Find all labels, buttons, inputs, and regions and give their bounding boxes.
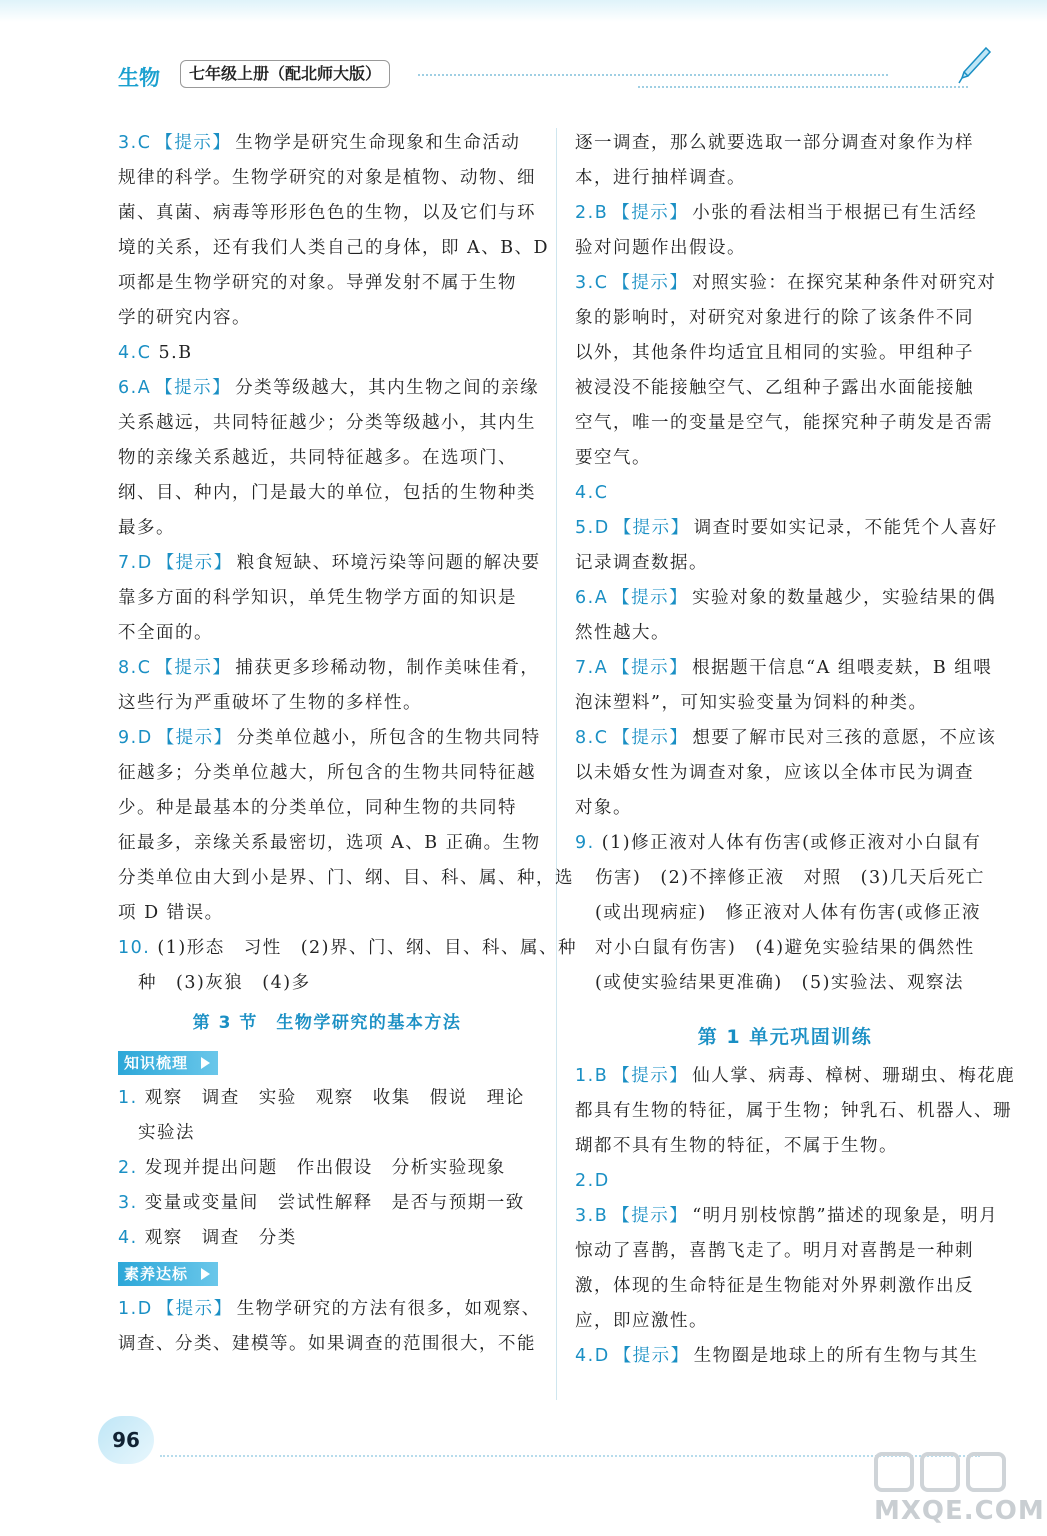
text-line: 纲、目、种内，门是最大的单位，包括的生物种类: [118, 483, 536, 503]
answer-text: 根据题干信息“A 组喂麦麸，B 组喂: [692, 658, 993, 678]
left-column: [118, 126, 577, 1362]
page-number: 96: [98, 1416, 154, 1464]
answer-item: [118, 721, 541, 756]
answer-text: 想要了解市民对三孩的意愿，不应该: [692, 728, 997, 748]
text-line: 实验法: [138, 1123, 195, 1143]
answer-text: 逐一调查，那么就要选取一部分调查对象作为样: [575, 133, 974, 153]
footer-divider: [160, 1455, 980, 1457]
answer-text: 5.B: [158, 343, 193, 363]
hint-label: 【提示】: [612, 203, 689, 223]
text-line: 不全面的。: [118, 623, 213, 643]
play-arrow-icon: [201, 1057, 210, 1069]
text-line: (或使实验结果更准确) (5)实验法、观察法: [595, 973, 964, 993]
answer-number: 1.D: [118, 1299, 153, 1319]
hint-label: 【提示】: [613, 1346, 690, 1366]
answer-text: 粮食短缺、环境污染等问题的解决要: [236, 553, 541, 573]
hint-label: 【提示】: [155, 658, 232, 678]
text-line: 项 D 错误。: [118, 903, 224, 923]
answer-item: [118, 126, 536, 161]
answer-text: 生物圈是地球上的所有生物与其生: [693, 1346, 979, 1366]
answer-text: (1)形态 习性 (2)界、门、纲、目、科、属、种: [157, 938, 577, 958]
text-line: 应，即应激性。: [575, 1311, 708, 1331]
answer-text: 生物学是研究生命现象和生命活动: [235, 133, 521, 153]
top-band: [0, 0, 1047, 22]
hint-label: 【提示】: [156, 553, 233, 573]
text-line: 征最多，亲缘关系最密切，选项 A、B 正确。生物: [118, 833, 541, 853]
text-line: 物的亲缘关系越近，共同特征越多。在选项门、: [118, 448, 517, 468]
text-line: 境的关系，还有我们人类自己的身体，即 A、B、D: [118, 238, 550, 258]
answer-number: 3.: [118, 1193, 138, 1213]
answer-item: [575, 266, 995, 301]
spacer: [575, 1001, 995, 1015]
answer-number: 2.: [118, 1158, 138, 1178]
hint-label: 【提示】: [156, 728, 233, 748]
text-line: 项都是生物学研究的对象。导弹发射不属于生物: [118, 273, 517, 293]
answer-number: 9.D: [118, 728, 153, 748]
section-tag-label: 知识梳理: [124, 1054, 189, 1072]
answer-text: 观察 调查 分类: [144, 1228, 297, 1248]
answer-number: 6.A: [118, 378, 152, 398]
text-line: 关系越远，共同特征越少；分类等级越小，其内生: [118, 413, 536, 433]
subject-title: 生物: [118, 66, 160, 90]
column-divider: [556, 128, 557, 1400]
hint-label: 【提示】: [612, 588, 689, 608]
answer-item: [118, 336, 536, 371]
answer-text: 变量或变量间 尝试性解释 是否与预期一致: [144, 1193, 525, 1213]
answer-number: 3.C: [575, 273, 609, 293]
answer-item: [118, 1221, 536, 1256]
text-line: 记录调查数据。: [575, 553, 708, 573]
text-line: 分类单位由大到小是界、门、纲、目、科、属、种，选: [118, 868, 574, 888]
text-line: 这些行为严重破坏了生物的多样性。: [118, 693, 422, 713]
hint-label: 【提示】: [612, 1206, 689, 1226]
answer-text: 捕获更多珍稀动物，制作美味佳肴，: [235, 658, 540, 678]
hint-label: 【提示】: [612, 1066, 689, 1086]
header-divider: [418, 74, 888, 76]
answer-text: 发现并提出问题 作出假设 分析实验现象: [144, 1158, 506, 1178]
answer-text: 对照实验：在探究某种条件对研究对: [692, 273, 997, 293]
section-tag: [118, 1051, 218, 1075]
answer-item: [575, 511, 998, 546]
answer-number: 4.C: [575, 483, 609, 503]
text-line: 空气，唯一的变量是空气，能探究种子萌发是否需: [575, 413, 993, 433]
text-line: 学的研究内容。: [118, 308, 251, 328]
text-line: 都具有生物的特征，属于生物；钟乳石、机器人、珊: [575, 1101, 1012, 1121]
answer-text: 小张的看法相当于根据已有生活经: [692, 203, 978, 223]
section-tag-row: [118, 1256, 536, 1292]
hint-label: 【提示】: [155, 378, 232, 398]
hint-label: 【提示】: [613, 518, 690, 538]
answer-number: 7.D: [118, 553, 153, 573]
answer-number: 7.A: [575, 658, 609, 678]
answer-item: [575, 196, 995, 231]
answer-item: [575, 476, 995, 511]
answer-text: 实验对象的数量越少，实验结果的偶: [692, 588, 997, 608]
answer-item: [118, 371, 540, 406]
answer-item: [118, 1292, 541, 1327]
text-line: 被浸没不能接触空气、乙组种子露出水面能接触: [575, 378, 974, 398]
answer-text: 调查时要如实记录，不能凭个人喜好: [693, 518, 998, 538]
text-line: 对小白鼠有伤害) (4)避免实验结果的偶然性: [595, 938, 975, 958]
text-line: 泡沫塑料”，可知实验变量为饲料的种类。: [575, 693, 928, 713]
page-header: [118, 58, 988, 98]
pen-icon: [956, 46, 992, 86]
text-line: 最多。: [118, 518, 175, 538]
answer-item: [575, 826, 995, 861]
answer-item: [575, 1164, 995, 1199]
hint-label: 【提示】: [155, 133, 232, 153]
text-line: 然性越大。: [575, 623, 670, 643]
text-line: 少。种是最基本的分类单位，同种生物的共同特: [118, 798, 517, 818]
text-line: 本，进行抽样调查。: [575, 168, 746, 188]
section-tag-label: 素养达标: [124, 1265, 189, 1283]
answer-item: [118, 1186, 536, 1221]
hint-label: 【提示】: [156, 1299, 233, 1319]
answer-item: [118, 931, 577, 966]
text-line: 验对问题作出假设。: [575, 238, 746, 258]
answer-number: 6.A: [575, 588, 609, 608]
hint-label: 【提示】: [612, 273, 689, 293]
answer-item: [575, 1339, 995, 1374]
answer-text: 观察 调查 实验 观察 收集 假说 理论: [144, 1088, 525, 1108]
answer-number: 10.: [118, 938, 151, 958]
answer-number: 8.C: [575, 728, 609, 748]
answer-item: [575, 651, 995, 686]
section-tag-row: [118, 1045, 536, 1081]
text-line: 激，体现的生命特征是生物能对外界刺激作出反: [575, 1276, 974, 1296]
text-line: (或出现病症) 修正液对人体有伤害(或修正液: [595, 903, 981, 923]
answer-text: 仙人掌、病毒、樟树、珊瑚虫、梅花鹿: [692, 1066, 1016, 1086]
text-line: 以未婚女性为调查对象，应该以全体市民为调查: [575, 763, 974, 783]
hint-label: 【提示】: [612, 728, 689, 748]
text-line: 惊动了喜鹊，喜鹊飞走了。明月对喜鹊是一种刺: [575, 1241, 974, 1261]
answer-number: 9.: [575, 833, 595, 853]
answer-item: [575, 126, 995, 161]
answer-text: (1)修正液对人体有伤害(或修正液对小白鼠有: [601, 833, 982, 853]
answer-item: [575, 1059, 1016, 1094]
answer-number: 5.D: [575, 518, 610, 538]
text-line: 象的影响时，对研究对象进行的除了该条件不同: [575, 308, 974, 328]
answer-text: 分类单位越小，所包含的生物共同特: [236, 728, 541, 748]
text-line: 伤害) (2)不摔修正液 对照 (3)几天后死亡: [595, 868, 985, 888]
text-line: 瑚都不具有生物的特征，不属于生物。: [575, 1136, 898, 1156]
text-line: 种 (3)灰狼 (4)多: [138, 973, 311, 993]
section-tag: [118, 1262, 218, 1286]
answer-item: [118, 651, 540, 686]
answer-text: 生物学研究的方法有很多，如观察、: [236, 1299, 541, 1319]
hint-label: 【提示】: [612, 658, 689, 678]
right-column: [575, 126, 1016, 1374]
answer-item: [575, 581, 995, 616]
answer-number: 1.B: [575, 1066, 609, 1086]
text-line: 靠多方面的科学知识，单凭生物学方面的知识是: [118, 588, 517, 608]
answer-text: “明月别枝惊鹊”描述的现象是，明月: [692, 1206, 999, 1226]
text-line: 以外，其他条件均适宜且相同的实验。甲组种子: [575, 343, 974, 363]
answer-item: [118, 1081, 536, 1116]
text-line: 对象。: [575, 798, 632, 818]
edition-label: 七年级上册（配北师大版）: [180, 60, 390, 88]
text-line: 菌、真菌、病毒等形形色色的生物，以及它们与环: [118, 203, 536, 223]
answer-item: [118, 1151, 536, 1186]
answer-item: [575, 1199, 999, 1234]
header-divider-2: [638, 86, 968, 88]
answer-item: [575, 721, 995, 756]
text-line: 要空气。: [575, 448, 651, 468]
answer-number: 3.B: [575, 1206, 609, 1226]
text-line: 规律的科学。生物学研究的对象是植物、动物、细: [118, 168, 536, 188]
answer-number: 2.B: [575, 203, 609, 223]
play-arrow-icon: [201, 1268, 210, 1280]
answer-number: 8.C: [118, 658, 152, 678]
answer-number: 1.: [118, 1088, 138, 1108]
answer-number: 4.C: [118, 343, 152, 363]
answer-number: 4.: [118, 1228, 138, 1248]
text-line: 征越多；分类单位越大，所包含的生物共同特征越: [118, 763, 536, 783]
answer-text: 分类等级越大，其内生物之间的亲缘: [235, 378, 540, 398]
answer-number: 3.C: [118, 133, 152, 153]
watermark-text: MXQE.COM: [874, 1496, 1045, 1526]
text-line: 调查、分类、建模等。如果调查的范围很大，不能: [118, 1334, 536, 1354]
answer-item: [118, 546, 541, 581]
answer-number: 4.D: [575, 1346, 610, 1366]
section-title: 第 1 单元巩固训练: [697, 1026, 873, 1048]
section-title: 第 3 节 生物学研究的基本方法: [192, 1013, 462, 1033]
answer-number: 2.D: [575, 1171, 610, 1191]
